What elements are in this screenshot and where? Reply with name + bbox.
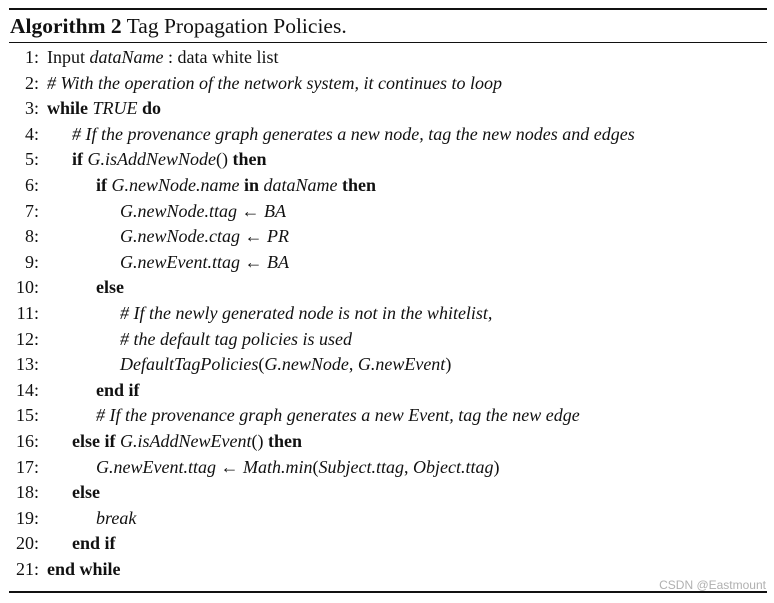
watermark: CSDN @Eastmount <box>659 578 766 592</box>
algorithm-line <box>9 455 767 481</box>
algorithm-name: Tag Propagation Policies. <box>126 14 347 38</box>
line-code: G.newEvent.ttag ← Math.min(Subject.ttag, Object.ttag) <box>96 456 500 477</box>
line-number: 19: <box>15 507 39 528</box>
line-code: break <box>96 507 137 528</box>
line-code: end while <box>47 558 121 579</box>
line-number: 6: <box>24 174 39 195</box>
algorithm-line <box>9 480 767 506</box>
line-number: 8: <box>24 226 39 247</box>
line-number: 5: <box>24 149 39 170</box>
algorithm-box <box>9 8 767 582</box>
line-number: 15: <box>15 405 39 426</box>
line-number: 14: <box>15 379 39 400</box>
line-code: G.newNode.ttag ← BA <box>120 200 286 221</box>
algorithm-title <box>9 10 767 42</box>
line-code: end if <box>72 533 116 554</box>
algorithm-line <box>9 557 767 583</box>
line-number: 12: <box>15 328 39 349</box>
line-number: 9: <box>24 251 39 272</box>
line-number: 17: <box>15 456 39 477</box>
algorithm-line <box>9 403 767 429</box>
algorithm-label: Algorithm 2 <box>10 14 122 38</box>
line-code: G.newNode.ctag ← PR <box>120 226 289 247</box>
algorithm-line <box>9 327 767 353</box>
algorithm-line <box>9 352 767 378</box>
line-number: 21: <box>15 558 39 579</box>
line-code: if G.newNode.name in dataName then <box>96 174 377 195</box>
algorithm-line <box>9 224 767 250</box>
line-code: else if G.isAddNewEvent() then <box>72 430 302 451</box>
algorithm-line <box>9 275 767 301</box>
line-code: if G.isAddNewNode() then <box>72 149 267 170</box>
algorithm-line <box>9 147 767 173</box>
line-number: 10: <box>15 277 39 298</box>
algorithm-line <box>9 378 767 404</box>
line-number: 18: <box>15 482 39 503</box>
algorithm-line <box>9 122 767 148</box>
line-code: # With the operation of the network system, it continues to loop <box>47 72 502 93</box>
line-code: else <box>96 277 124 298</box>
algorithm-line <box>9 301 767 327</box>
line-code: G.newEvent.ttag ← BA <box>120 251 289 272</box>
line-number: 2: <box>24 72 39 93</box>
line-code: # the default tag policies is used <box>120 328 352 349</box>
line-code: # If the provenance graph generates a new node, tag the new nodes and edges <box>72 123 635 144</box>
algorithm-line <box>9 429 767 455</box>
algorithm-line <box>9 506 767 532</box>
algorithm-line <box>9 250 767 276</box>
line-number: 4: <box>24 123 39 144</box>
line-code: DefaultTagPolicies(G.newNode, G.newEvent) <box>120 354 452 375</box>
line-number: 11: <box>16 302 39 323</box>
line-code: # If the newly generated node is not in the whitelist, <box>120 302 493 323</box>
algorithm-lines <box>9 43 767 582</box>
algorithm-line <box>9 45 767 71</box>
line-code: Input dataName : data white list <box>47 47 279 67</box>
algorithm-line <box>9 173 767 199</box>
line-number: 16: <box>15 430 39 451</box>
bottom-rule <box>9 591 767 593</box>
line-number: 20: <box>15 533 39 554</box>
algorithm-line <box>9 199 767 225</box>
line-number: 1: <box>24 47 39 67</box>
algorithm-line <box>9 96 767 122</box>
line-code: end if <box>96 379 140 400</box>
algorithm-line <box>9 531 767 557</box>
line-number: 3: <box>24 98 39 119</box>
line-code: else <box>72 482 100 503</box>
algorithm-line <box>9 71 767 97</box>
line-number: 13: <box>15 354 39 375</box>
line-number: 7: <box>24 200 39 221</box>
line-code: # If the provenance graph generates a new Event, tag the new edge <box>96 405 580 426</box>
line-code: while TRUE do <box>47 98 162 119</box>
